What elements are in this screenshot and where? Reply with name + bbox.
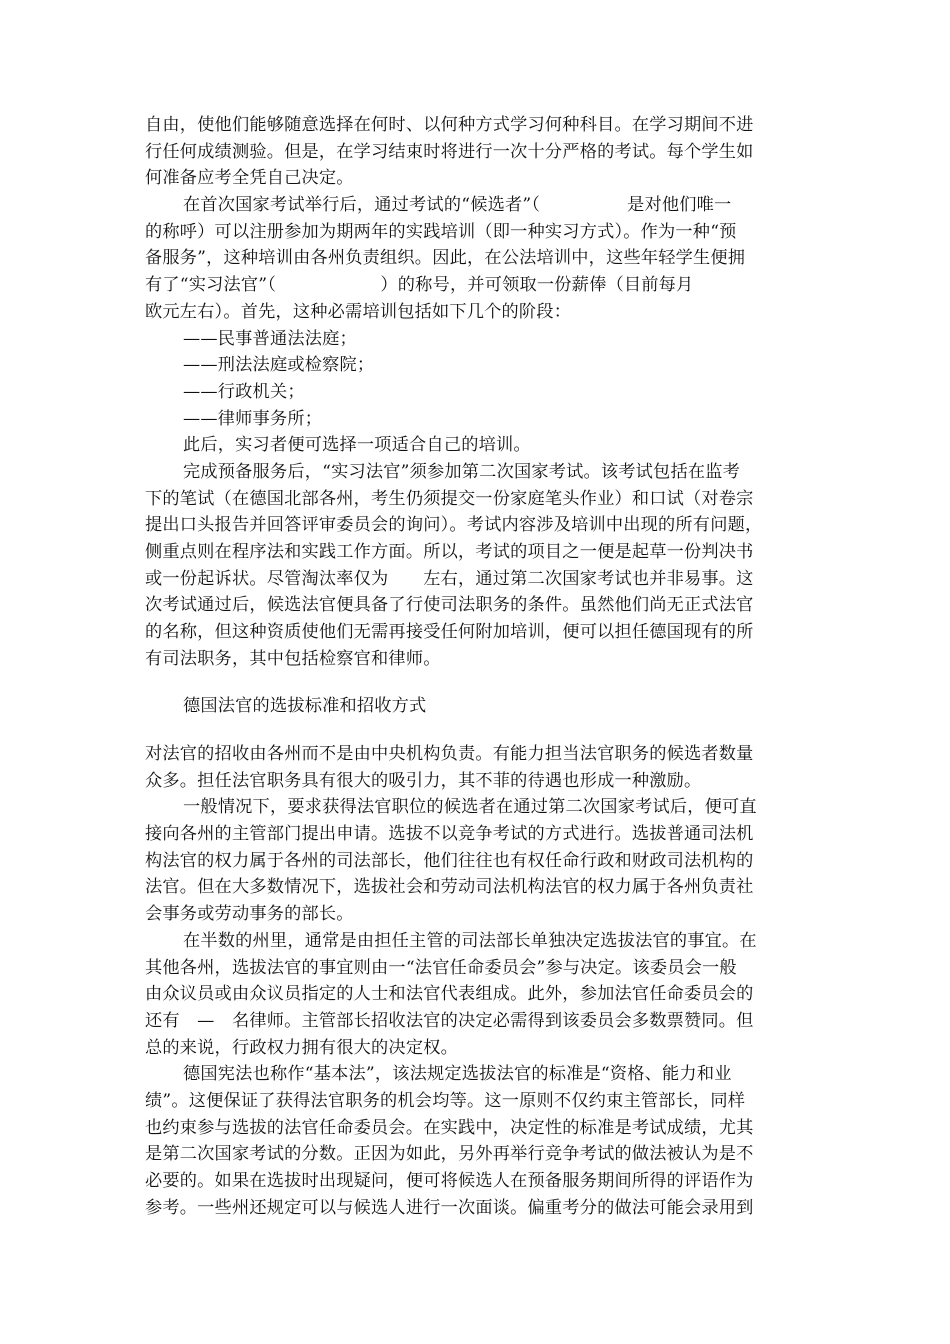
text-line: 还有 — 名律师。主管部长招收法官的决定必需得到该委员会多数票赞同。但	[145, 1010, 754, 1031]
list-item: ——行政机关；	[183, 381, 305, 402]
text-line: 有了“实习法官”（ ）的称号，并可领取一份薪俸（目前每月	[145, 275, 694, 296]
text-line: 构法官的权力属于各州的司法部长，他们往往也有权任命行政和财政司法机构的	[145, 850, 754, 871]
body-text-section-1	[145, 112, 810, 672]
text-line: 有司法职务，其中包括检察官和律师。	[145, 648, 441, 669]
text-line: 此后，实习者便可选择一项适合自己的培训。	[183, 435, 531, 456]
text-line: 在首次国家考试举行后，通过考试的“候选者”（ 是对他们唯一	[183, 195, 732, 216]
text-line: 总的来说，行政权力拥有很大的决定权。	[145, 1037, 458, 1058]
text-line: 一般情况下，要求获得法官职位的候选者在通过第二次国家考试后，便可直	[183, 797, 757, 818]
text-line: 德国宪法也称作“基本法”，该法规定选拔法官的标准是“资格、能力和业	[183, 1064, 732, 1085]
text-line: 次考试通过后，候选法官便具备了行使司法职务的条件。虽然他们尚无正式法官	[145, 595, 754, 616]
text-line: 由众议员或由众议员指定的人士和法官代表组成。此外，参加法官任命委员会的	[145, 984, 754, 1005]
text-line: 也约束参与选拔的法官任命委员会。在实践中，决定性的标准是考试成绩，尤其	[145, 1117, 754, 1138]
text-line: 完成预备服务后，“实习法官”须参加第二次国家考试。该考试包括在监考	[183, 461, 740, 482]
section-heading-block	[145, 693, 810, 720]
text-line: 或一份起诉状。尽管淘汰率仅为 左右，通过第二次国家考试也并非易事。这	[145, 568, 754, 589]
list-item: ——律师事务所；	[183, 408, 323, 429]
text-line: 备服务”，这种培训由各州负责组织。因此，在公法培训中，这些年轻学生便拥	[145, 248, 746, 269]
text-line: 欧元左右）。首先，这种必需培训包括如下几个的阶段：	[145, 301, 572, 322]
text-line: 侧重点则在程序法和实践工作方面。所以，考试的项目之一便是起草一份判决书	[145, 542, 754, 562]
text-line: 提出口头报告并回答评审委员会的询问）。考试内容涉及培训中出现的所有问题，	[145, 515, 763, 536]
text-line: 其他各州，选拔法官的事宜则由一“法官任命委员会”参与决定。该委员会一般	[145, 957, 737, 978]
text-line: 参考。一些州还规定可以与候选人进行一次面谈。偏重考分的做法可能会录用到	[145, 1197, 754, 1218]
text-line: 自由，使他们能够随意选择在何时、以何种方式学习何种科目。在学习期间不进	[145, 115, 754, 135]
text-line: 在半数的州里，通常是由担任主管的司法部长单独决定选拔法官的事宜。在	[183, 930, 757, 951]
text-line: 对法官的招收由各州而不是由中央机构负责。有能力担当法官职务的候选者数量	[145, 744, 754, 764]
list-item: ——民事普通法法庭；	[183, 328, 357, 349]
text-line: 是第二次国家考试的分数。正因为如此，另外再举行竞争考试的做法被认为是不	[145, 1144, 754, 1165]
text-line: 行任何成绩测验。但是，在学习结束时将进行一次十分严格的考试。每个学生如	[145, 141, 754, 162]
text-line: 下的笔试（在德国北部各州，考生仍须提交一份家庭笔头作业）和口试（对卷宗	[145, 488, 754, 509]
text-line: 接向各州的主管部门提出申请。选拔不以竞争考试的方式进行。选拔普通司法机	[145, 824, 754, 845]
text-line: 必要的。如果在选拔时出现疑问，便可将候选人在预备服务期间所得的评语作为	[145, 1171, 754, 1191]
text-line: 法官。但在大多数情况下，选拔社会和劳动司法机构法官的权力属于各州负责社	[145, 877, 754, 898]
text-line: 何准备应考全凭自己决定。	[145, 168, 354, 189]
text-line: 的称呼）可以注册参加为期两年的实践培训（即一种实习方式）。作为一种“预	[145, 221, 737, 242]
list-item: ——刑法法庭或检察院；	[183, 355, 375, 376]
text-line: 会事务或劳动事务的部长。	[145, 904, 354, 925]
body-text-section-2	[145, 741, 810, 1221]
section-heading: 德国法官的选拔标准和招收方式	[183, 696, 427, 716]
text-line: 众多。担任法官职务具有很大的吸引力，其不菲的待遇也形成一种激励。	[145, 770, 702, 791]
text-line: 的名称，但这种资质使他们无需再接受任何附加培训，便可以担任德国现有的所	[145, 622, 754, 643]
text-line: 绩”。这便保证了获得法官职务的机会均等。这一原则不仅约束主管部长，同样	[145, 1090, 746, 1111]
